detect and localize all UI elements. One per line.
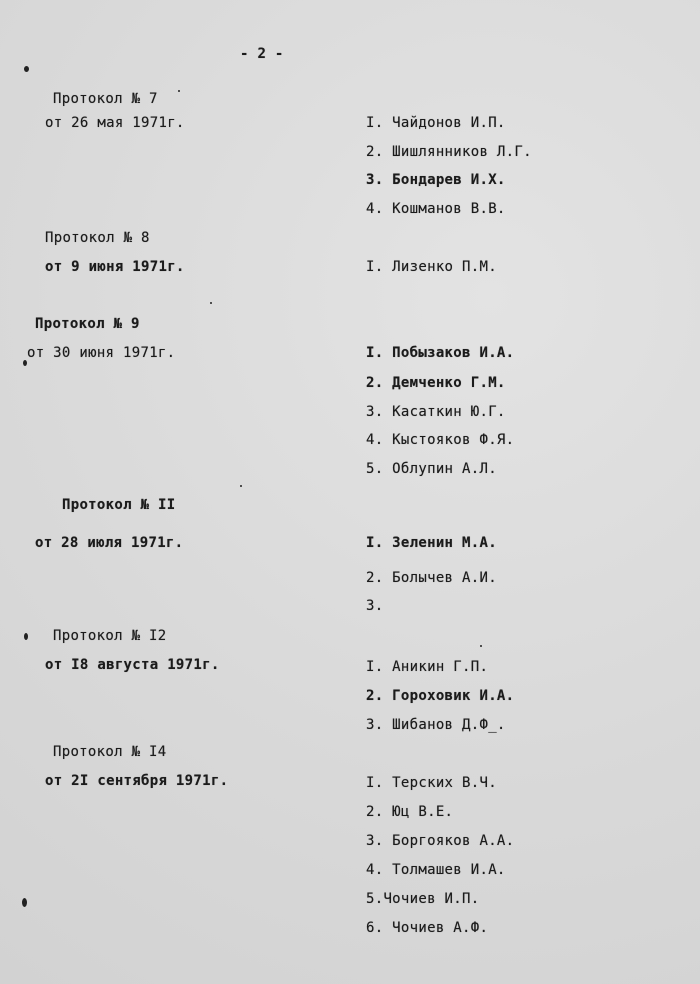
scan-speck — [178, 90, 180, 92]
member-item: 4. Кыстояков Ф.Я. — [366, 432, 515, 448]
member-item: I. Аникин Г.П. — [366, 659, 489, 675]
protocol-title: Протокол № 8 — [45, 230, 150, 246]
member-item: I. Терских В.Ч. — [366, 775, 497, 791]
protocol-date: от 26 мая 1971г. — [45, 115, 185, 131]
member-item: 2. Шишлянников Л.Г. — [366, 144, 532, 160]
member-item: I. Чайдонов И.П. — [366, 115, 506, 131]
member-item: 3. Боргояков А.А. — [366, 833, 515, 849]
protocol-title: Протокол № II — [62, 497, 176, 513]
protocol-title: Протокол № 7 — [53, 91, 158, 107]
member-item: 5. Облупин А.Л. — [366, 461, 497, 477]
member-item: 4. Толмашев И.А. — [366, 862, 506, 878]
protocol-title: Протокол № I2 — [53, 628, 167, 644]
scan-speck — [210, 302, 212, 304]
member-item: I. Лизенко П.М. — [366, 259, 497, 275]
member-item: 4. Кошманов В.В. — [366, 201, 506, 217]
page-number: - 2 - — [240, 46, 284, 62]
member-item: 6. Чочиев А.Ф. — [366, 920, 489, 936]
member-item: I. Зеленин М.А. — [366, 535, 497, 551]
protocol-date: от 2I сентября 1971г. — [45, 773, 229, 789]
member-item: 2. Гороховик И.А. — [366, 688, 515, 704]
scan-speck — [240, 485, 242, 487]
protocol-title: Протокол № I4 — [53, 744, 167, 760]
member-item: 2. Юц В.Е. — [366, 804, 454, 820]
member-item: 2. Демченко Г.М. — [366, 375, 506, 391]
protocol-date: от 30 июня 1971г. — [27, 345, 176, 361]
member-item: 3. Бондарев И.Х. — [366, 172, 506, 188]
member-item: 3. Шибанов Д.Ф_. — [366, 717, 506, 733]
member-item: I. Побызаков И.А. — [366, 345, 515, 361]
protocol-date: от 28 июля 1971г. — [35, 535, 184, 551]
scan-speck — [24, 633, 28, 640]
scan-speck — [24, 66, 29, 72]
protocol-title: Протокол № 9 — [35, 316, 140, 332]
member-item: 2. Болычев А.И. — [366, 570, 497, 586]
protocol-date: от 9 июня 1971г. — [45, 259, 185, 275]
scan-speck — [23, 360, 27, 366]
scan-speck — [480, 645, 482, 647]
member-item: 5.Чочиев И.П. — [366, 891, 480, 907]
member-item: 3. Касаткин Ю.Г. — [366, 404, 506, 420]
member-item: 3. — [366, 598, 384, 614]
scan-speck — [22, 898, 27, 907]
protocol-date: от I8 августа 1971г. — [45, 657, 220, 673]
